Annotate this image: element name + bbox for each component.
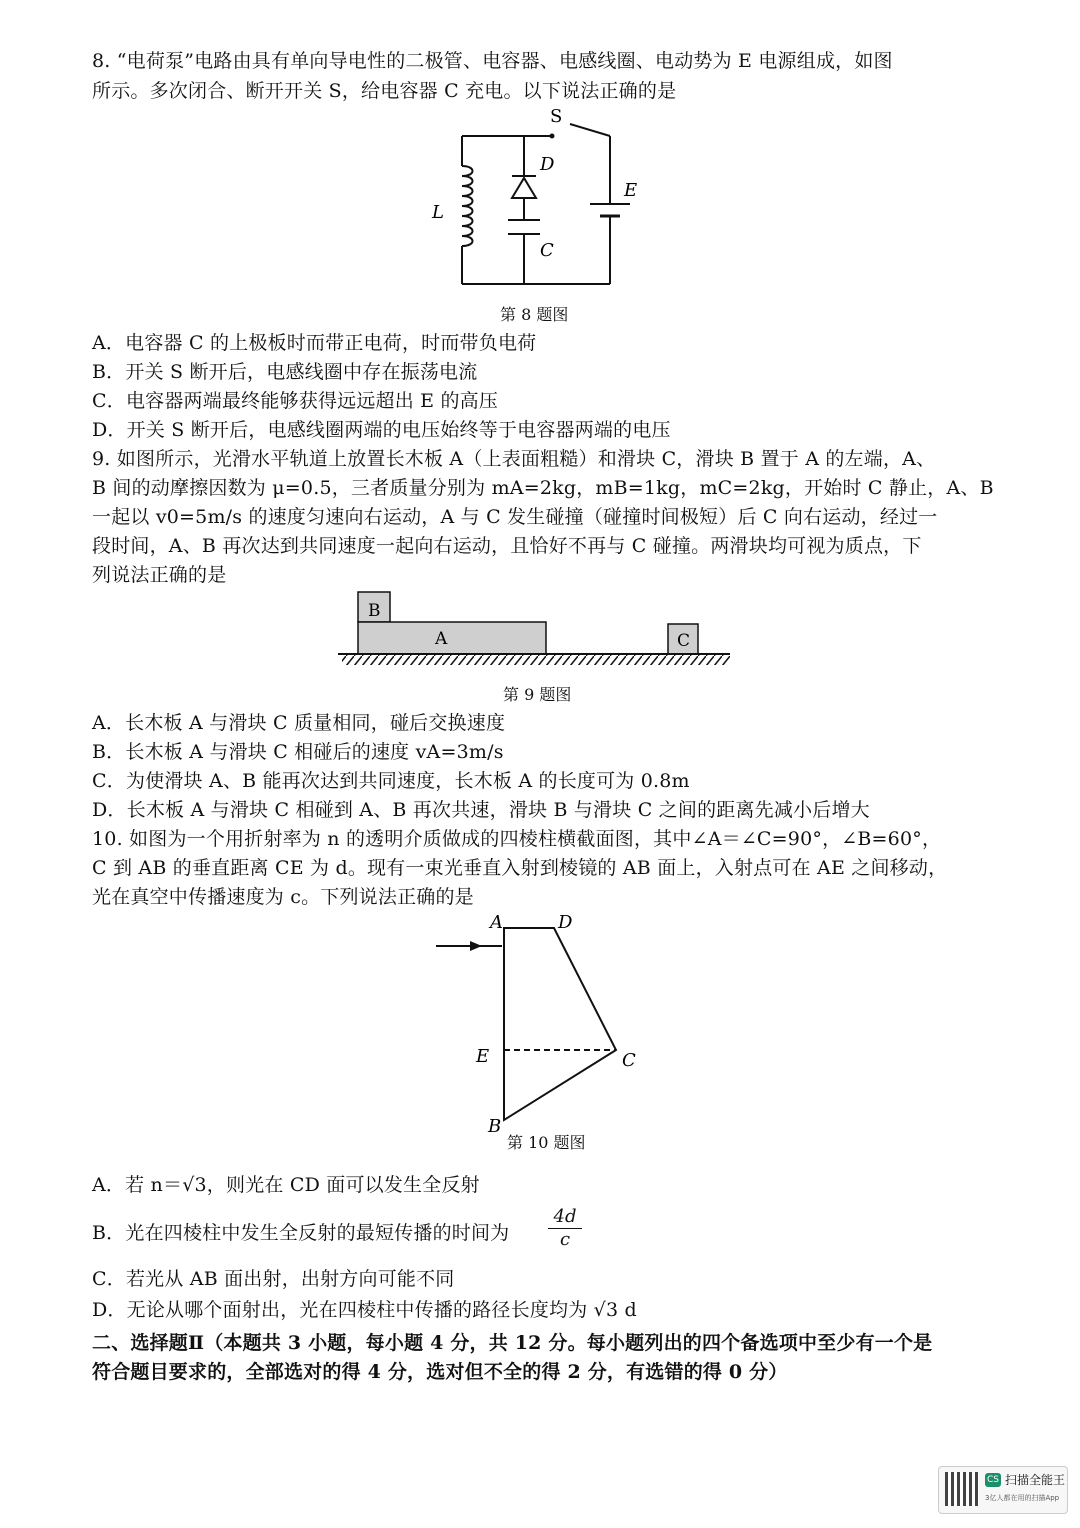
block-c-label: C bbox=[677, 631, 691, 651]
q10-option-a: A．若 n＝√3，则光在 CD 面可以发生全反射 bbox=[92, 1174, 480, 1196]
vertex-b-label: B bbox=[488, 1116, 502, 1137]
diode-label: D bbox=[540, 154, 555, 175]
section-2-heading-line-1: 二、选择题Ⅱ（本题共 3 小题，每小题 4 分，共 12 分。每小题列出的四个备选项中至少有一个是 bbox=[92, 1332, 933, 1354]
scanner-brand-name: 扫描全能王 bbox=[1005, 1473, 1066, 1487]
q8-circuit-diagram bbox=[420, 104, 660, 294]
q10-stem-line-2: C 到 AB 的垂直距离 CE 为 d。现有一束光垂直入射到棱镜的 AB 面上，入射点可在 AE 之间移动， bbox=[92, 857, 948, 879]
q10-prism-diagram bbox=[430, 908, 650, 1138]
vertex-d-label: D bbox=[558, 912, 573, 933]
q10-option-d: D．无论从哪个面射出，光在四棱柱中传播的路径长度均为 √3 d bbox=[92, 1299, 637, 1321]
block-b-label: B bbox=[368, 601, 381, 621]
q9-stem-line-5: 列说法正确的是 bbox=[92, 564, 227, 586]
q8-option-a: A．电容器 C 的上极板时而带正电荷，时而带负电荷 bbox=[92, 332, 537, 354]
inductor-label: L bbox=[432, 202, 444, 223]
scanner-watermark bbox=[938, 1466, 1068, 1514]
capacitor-label: C bbox=[540, 240, 554, 261]
emf-label: E bbox=[624, 180, 638, 201]
prism-outline bbox=[504, 928, 616, 1120]
track-hatching bbox=[342, 655, 730, 665]
board-a bbox=[358, 622, 546, 654]
q9-blocks-diagram bbox=[338, 586, 738, 666]
point-e-label: E bbox=[476, 1046, 490, 1067]
switch-pivot bbox=[550, 134, 555, 139]
fraction-denominator: c bbox=[559, 1229, 571, 1250]
q9-option-c: C．为使滑块 A、B 能再次达到共同速度，长木板 A 的长度可为 0.8m bbox=[92, 770, 690, 792]
section-2-heading-line-2: 符合题目要求的，全部选对的得 4 分，选对但不全的得 2 分，有选错的得 0 分） bbox=[92, 1361, 788, 1383]
q10-option-b: B．光在四棱柱中发生全反射的最短传播的时间为 bbox=[92, 1222, 510, 1244]
q9-option-d: D．长木板 A 与滑块 C 相碰到 A、B 再次共速，滑块 B 与滑块 C 之间的距离先减小后增大 bbox=[92, 799, 870, 821]
q8-option-d: D．开关 S 断开后，电感线圈两端的电压始终等于电容器两端的电压 bbox=[92, 419, 671, 441]
q9-option-b: B．长木板 A 与滑块 C 相碰后的速度 vA=3m/s bbox=[92, 741, 504, 763]
q9-stem-line-4: 段时间，A、B 再次达到共同速度一起向右运动，且恰好不再与 C 碰撞。两滑块均可视为质点，下 bbox=[92, 535, 922, 557]
q8-option-c: C．电容器两端最终能够获得远远超出 E 的高压 bbox=[92, 390, 499, 412]
q9-stem-line-1: 9. 如图所示，光滑水平轨道上放置长木板 A（上表面粗糙）和滑块 C，滑块 B 置于 A 的左端，A、 bbox=[92, 448, 936, 470]
q8-stem-line-2: 所示。多次闭合、断开开关 S，给电容器 C 充电。以下说法正确的是 bbox=[92, 80, 677, 102]
q8-option-b: B．开关 S 断开后，电感线圈中存在振荡电流 bbox=[92, 361, 478, 383]
qr-code-icon bbox=[945, 1472, 979, 1506]
scanner-tagline: 3亿人都在用的扫描App bbox=[985, 1494, 1060, 1502]
q9-figure-caption: 第 9 题图 bbox=[503, 685, 572, 704]
board-a-label: A bbox=[435, 629, 448, 649]
q9-stem-line-2: B 间的动摩擦因数为 μ=0.5，三者质量分别为 mA=2kg，mB=1kg，mC=2kg，开始时 C 静止，A、B bbox=[92, 477, 994, 499]
q10-option-c: C．若光从 AB 面出射，出射方向可能不同 bbox=[92, 1268, 455, 1290]
q9-stem-line-3: 一起以 v0=5m/s 的速度匀速向右运动，A 与 C 发生碰撞（碰撞时间极短）后 C 向右运动，经过一 bbox=[92, 506, 938, 528]
q8-figure-caption: 第 8 题图 bbox=[500, 305, 569, 324]
q10-stem-line-1: 10. 如图为一个用折射率为 n 的透明介质做成的四棱柱横截面图，其中∠A＝∠C=90°，∠B=60°， bbox=[92, 828, 942, 850]
camscanner-logo: CS bbox=[987, 1475, 999, 1485]
switch-label: S bbox=[550, 106, 563, 127]
fraction-numerator: 4d bbox=[548, 1206, 582, 1229]
vertex-c-label: C bbox=[622, 1050, 636, 1071]
q10-option-b-fraction bbox=[548, 1206, 582, 1251]
q10-stem-line-3: 光在真空中传播速度为 c。下列说法正确的是 bbox=[92, 886, 474, 908]
q9-option-a: A．长木板 A 与滑块 C 质量相同，碰后交换速度 bbox=[92, 712, 506, 734]
q8-stem-line-1: 8. “电荷泵”电路由具有单向导电性的二极管、电容器、电感线圈、电动势为 E 电源组成，如图 bbox=[92, 50, 893, 72]
q10-figure-caption: 第 10 题图 bbox=[507, 1133, 586, 1152]
switch-blade bbox=[570, 124, 610, 136]
vertex-a-label: A bbox=[490, 912, 503, 933]
incident-arrow bbox=[470, 941, 482, 951]
